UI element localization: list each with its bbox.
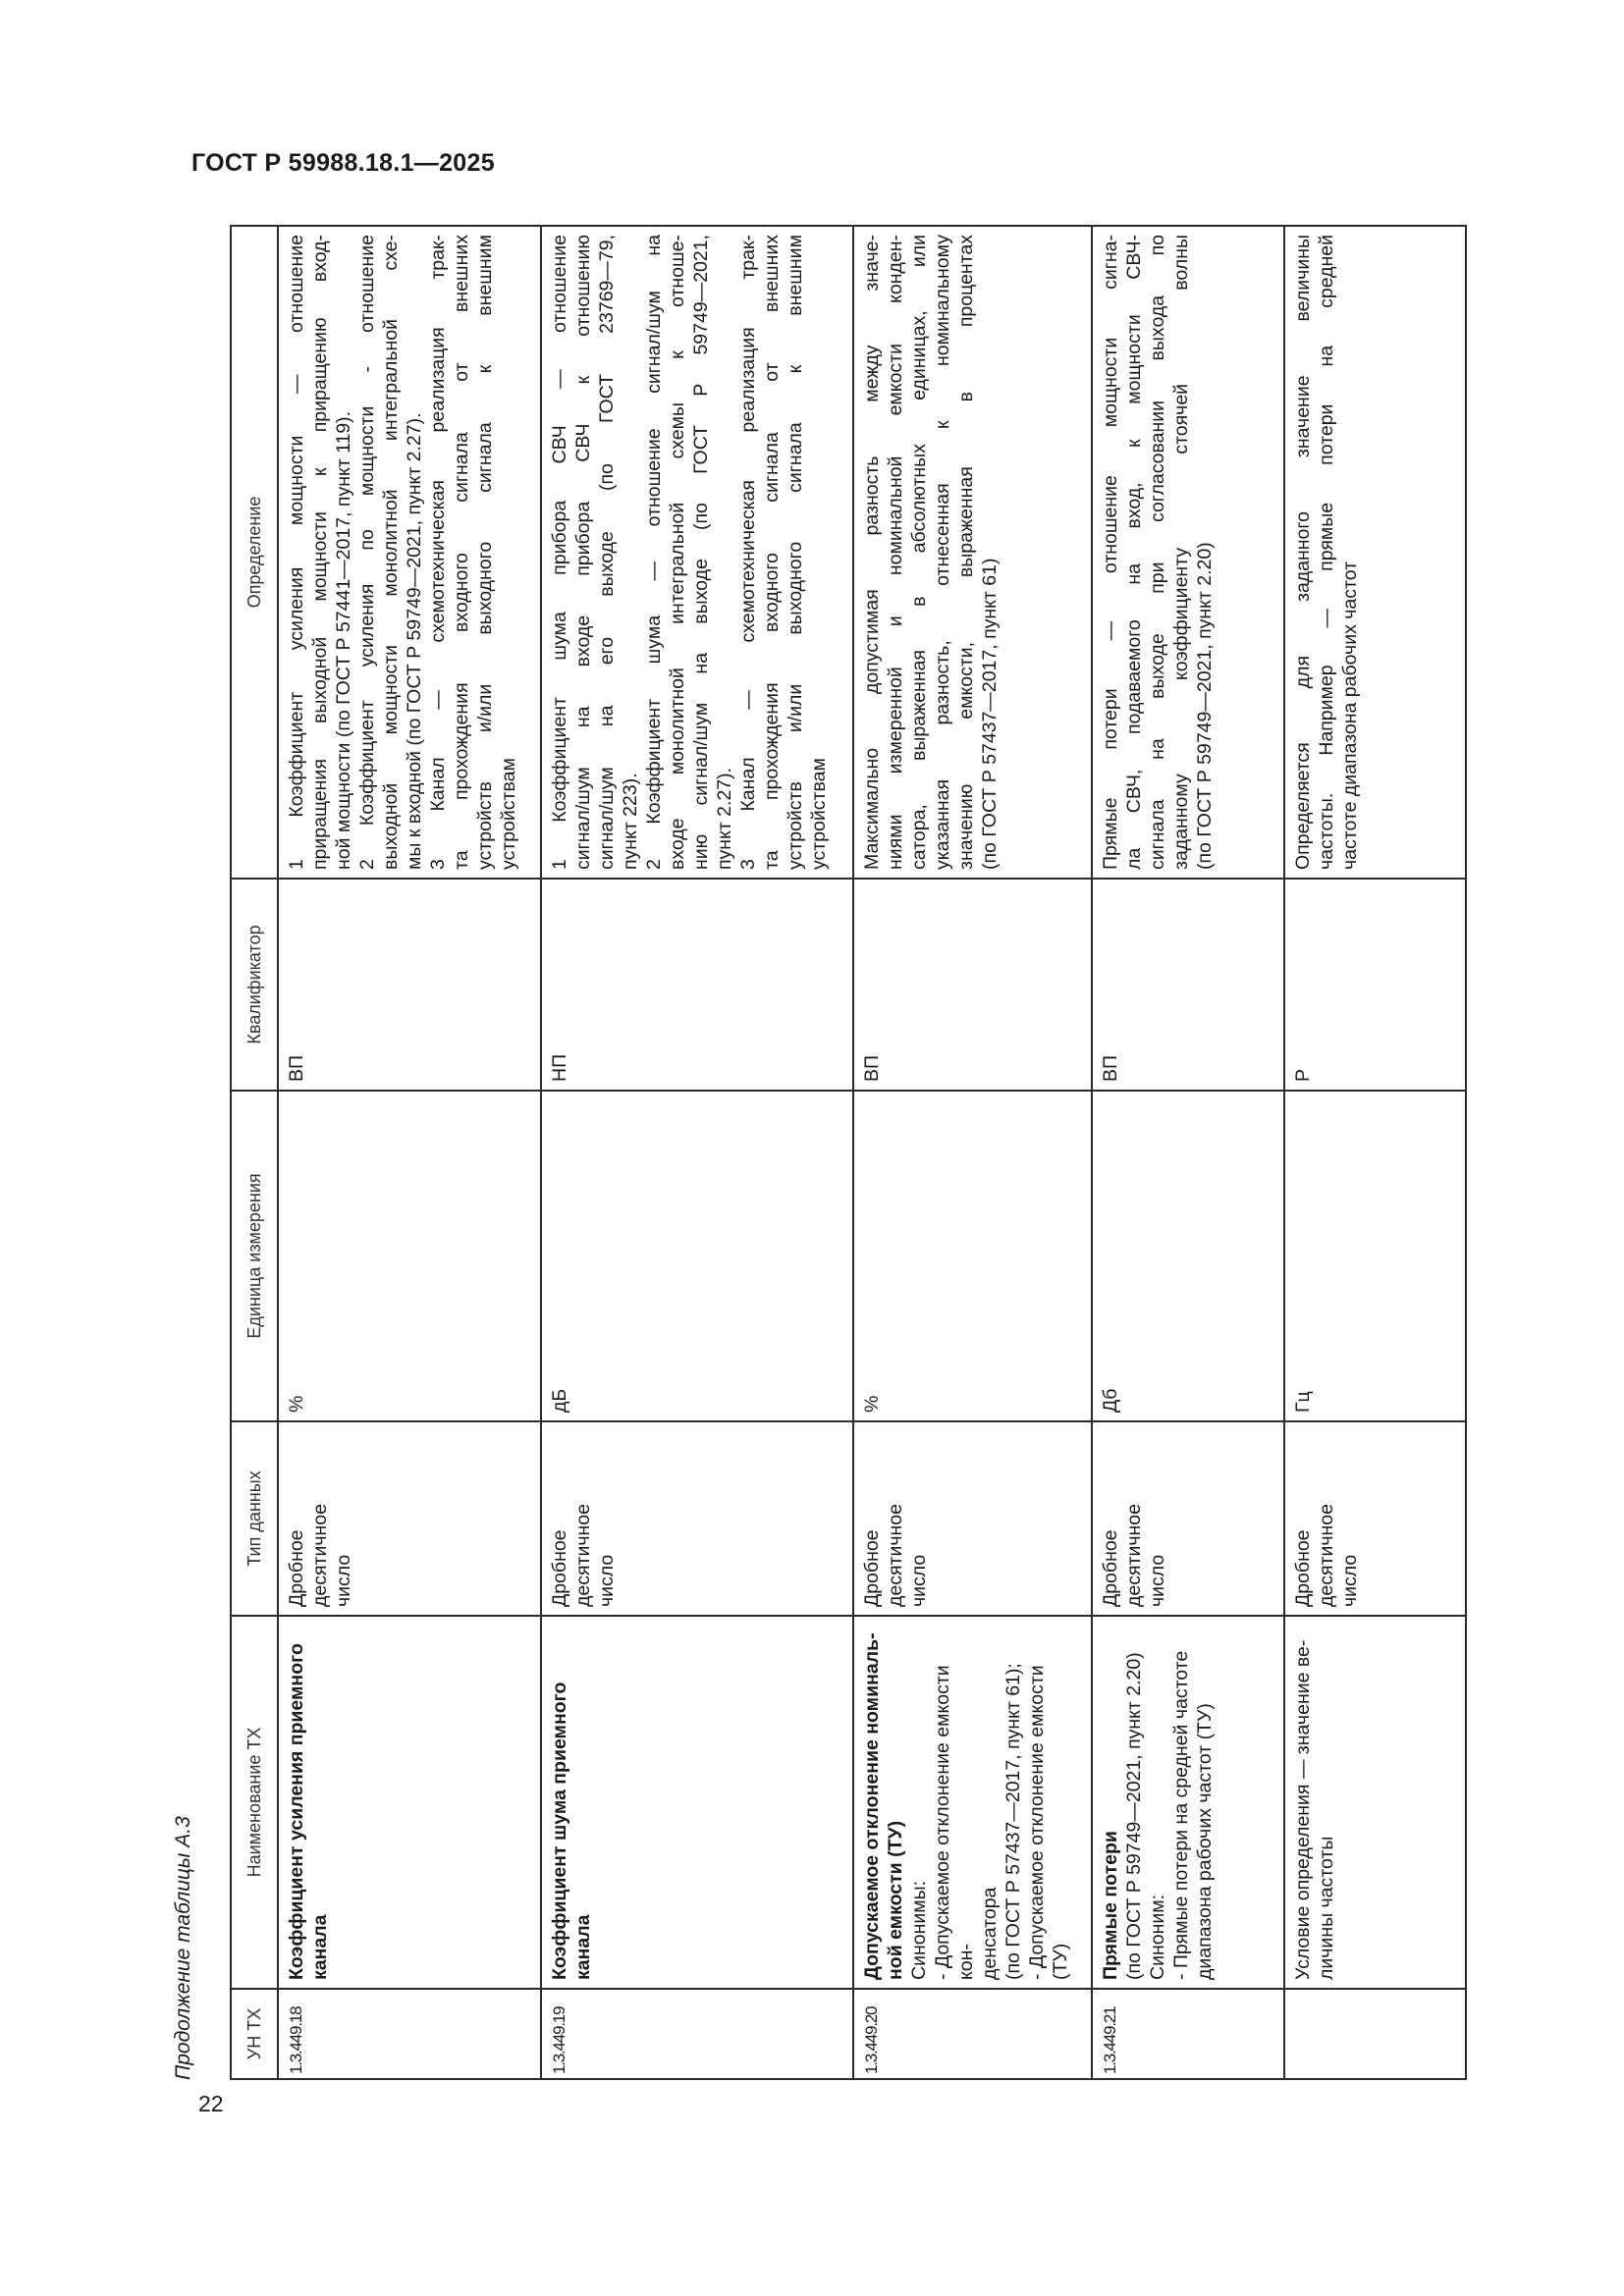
cell-code: 1.3.449.20 — [853, 1989, 1092, 2079]
definition-line: сигнал/шум на его выходе (по ГОСТ 23769—79, — [595, 235, 618, 870]
definition-line: частоте диапазона рабочих частот — [1338, 561, 1361, 870]
definition-line: мы к входной (по ГОСТ Р 59749—2021, пункт 2.27). — [403, 412, 425, 870]
definition-line: (по ГОСТ Р 59749—2021, пункт 2.20) — [1193, 542, 1216, 870]
cell-definition — [853, 226, 1092, 879]
definition-line: 2 Коэффициент шума — отношение сигнал/шум на — [642, 235, 665, 870]
cell-definition — [541, 226, 853, 879]
cell-data-type: Дробное десятичное число — [1284, 1421, 1466, 1616]
definition-line: сигнала на выходе при согласовании выхода по — [1146, 235, 1168, 870]
definition-line: указанная разность, отнесенная к номинальному — [931, 235, 953, 870]
definition-line: (по ГОСТ Р 57437—2017, пункт 61) — [978, 558, 1001, 870]
cell-name — [853, 1616, 1092, 1989]
cell-code: 1.3.449.19 — [541, 1989, 853, 2079]
cell-name — [1284, 1616, 1466, 1989]
cell-definition — [1092, 226, 1284, 879]
cell-qualifier: ВП — [278, 879, 541, 1091]
table-row — [278, 226, 541, 2079]
name-line: Синоним: — [1146, 1894, 1168, 1980]
definition-line: заданному коэффициенту стоячей волны — [1169, 235, 1192, 870]
page-number: 22 — [198, 2091, 224, 2116]
definition-line: устройств и/или выходного сигнала к внешним — [473, 235, 496, 870]
table-header-row — [231, 226, 278, 2079]
table-row — [1284, 226, 1466, 2079]
cell-qualifier: ВП — [1092, 879, 1284, 1091]
definition-line: та прохождения входного сигнала от внешних — [760, 235, 783, 870]
definition-line: ной мощности (по ГОСТ Р 57441—2017, пункт 119). — [332, 410, 354, 870]
name-line: - Допускаемое отклонение емкости кон- — [931, 1665, 977, 1980]
definition-line: 3 Канал — схемотехническая реализация трак- — [426, 235, 449, 870]
name-line: - Прямые потери на средней частоте — [1169, 1650, 1192, 1980]
name-line: - Допускаемое отклонение емкости (ТУ) — [1025, 1665, 1071, 1980]
header-data-type: Тип данных — [231, 1421, 278, 1616]
cell-unit: % — [853, 1091, 1092, 1421]
document-code: ГОСТ Р 59988.18.1—2025 — [191, 149, 495, 177]
definition-line: пункт 2.27). — [713, 767, 735, 870]
definition-line: 1 Коэффициент шума прибора СВЧ — отношение — [548, 235, 570, 870]
definition-line: устройств и/или выходного сигнала к внешним — [784, 235, 806, 870]
definition-line: устройствам — [497, 758, 519, 870]
name-line: Синонимы: — [908, 1880, 930, 1980]
cell-code: 1.3.449.21 — [1092, 1989, 1284, 2079]
table-body — [278, 226, 1466, 2079]
cell-code: 1.3.449.18 — [278, 1989, 541, 2079]
cell-data-type: Дробное десятичное число — [853, 1421, 1092, 1616]
cell-data-type: Дробное десятичное число — [541, 1421, 853, 1616]
definition-line: Определяется для заданного значение величины — [1291, 235, 1314, 870]
cell-unit: % — [278, 1091, 541, 1421]
header-name: Наименование ТХ — [231, 1616, 278, 1989]
definition-line: нию сигнал/шум на выходе (по ГОСТ Р 59749—2021, — [689, 235, 712, 870]
header-definition: Определение — [231, 226, 278, 879]
header-code: УН ТХ — [231, 1989, 278, 2079]
table-row — [853, 226, 1092, 2079]
definition-line: 3 Канал — схемотехническая реализация трак- — [736, 235, 759, 870]
name-title: Коэффициент шума приемного канала — [548, 1682, 594, 1980]
cell-definition — [278, 226, 541, 879]
cell-unit: Дб — [1092, 1091, 1284, 1421]
cell-qualifier: ВП — [853, 879, 1092, 1091]
rotated-table-area — [173, 227, 1467, 2080]
name-line: Условие определения — значение ве- — [1291, 1639, 1314, 1980]
definition-line: Прямые потери — отношение мощности сигна- — [1099, 235, 1121, 870]
cell-qualifier: НП — [541, 879, 853, 1091]
cell-name — [541, 1616, 853, 1989]
definition-line: ниями измеренной и номинальной емкости конден- — [885, 235, 907, 870]
cell-data-type: Дробное десятичное число — [278, 1421, 541, 1616]
definition-line: сатора, выраженная в абсолютных единицах, или — [908, 235, 930, 870]
definition-line: пункт 223). — [619, 773, 641, 870]
definition-line: приращения выходной мощности к приращению вход- — [308, 235, 331, 870]
definition-line: Максимально допустимая разность между значе- — [861, 235, 884, 870]
definition-line: сигнал/шум на входе прибора СВЧ к отношению — [571, 235, 594, 870]
definition-line: выходной мощности монолитной интегральной схе- — [379, 235, 402, 870]
name-title: Допускаемое отклонение номиналь-ной емкости (ТУ) — [861, 1632, 907, 1980]
name-line: (по ГОСТ Р 59749—2021, пункт 2.20) — [1122, 1652, 1145, 1980]
name-line: личины частоты — [1315, 1836, 1337, 1980]
definition-line: та прохождения входного сигнала от внешних — [450, 235, 472, 870]
cell-unit: дБ — [541, 1091, 853, 1421]
definition-line: входе монолитной интегральной схемы к отноше- — [666, 235, 688, 870]
cell-data-type: Дробное десятичное число — [1092, 1421, 1284, 1616]
characteristics-table — [230, 225, 1467, 2080]
header-unit: Единица измерения — [231, 1091, 278, 1421]
table-caption: Продолжение таблицы А.3 — [172, 1816, 194, 2080]
cell-definition — [1284, 226, 1466, 879]
cell-qualifier: Р — [1284, 879, 1466, 1091]
header-qualifier: Квалификатор — [231, 879, 278, 1091]
definition-line: устройствам — [807, 758, 830, 870]
name-line: диапазона рабочих частот (ТУ) — [1193, 1703, 1216, 1980]
definition-line: 1 Коэффициент усиления мощности — отношение — [286, 235, 307, 870]
name-line: денсатора — [978, 1887, 1001, 1980]
name-line: (по ГОСТ Р 57437—2017, пункт 61); — [1001, 1663, 1024, 1980]
table-row — [1092, 226, 1284, 2079]
definition-line: ла СВЧ, подаваемого на вход, к мощности СВЧ- — [1122, 235, 1145, 870]
definition-line: частоты. Например — прямые потери на средней — [1315, 235, 1337, 870]
definition-line: значению емкости, выраженная в процентах — [954, 235, 977, 870]
cell-unit: Гц — [1284, 1091, 1466, 1421]
definition-line: 2 Коэффициент усиления по мощности - отношение — [355, 235, 378, 870]
table-row — [541, 226, 853, 2079]
name-title: Коэффициент усиления приемного канала — [286, 1643, 331, 1980]
cell-code — [1284, 1989, 1466, 2079]
cell-name — [278, 1616, 541, 1989]
name-title: Прямые потери — [1099, 1831, 1121, 1980]
cell-name — [1092, 1616, 1284, 1989]
